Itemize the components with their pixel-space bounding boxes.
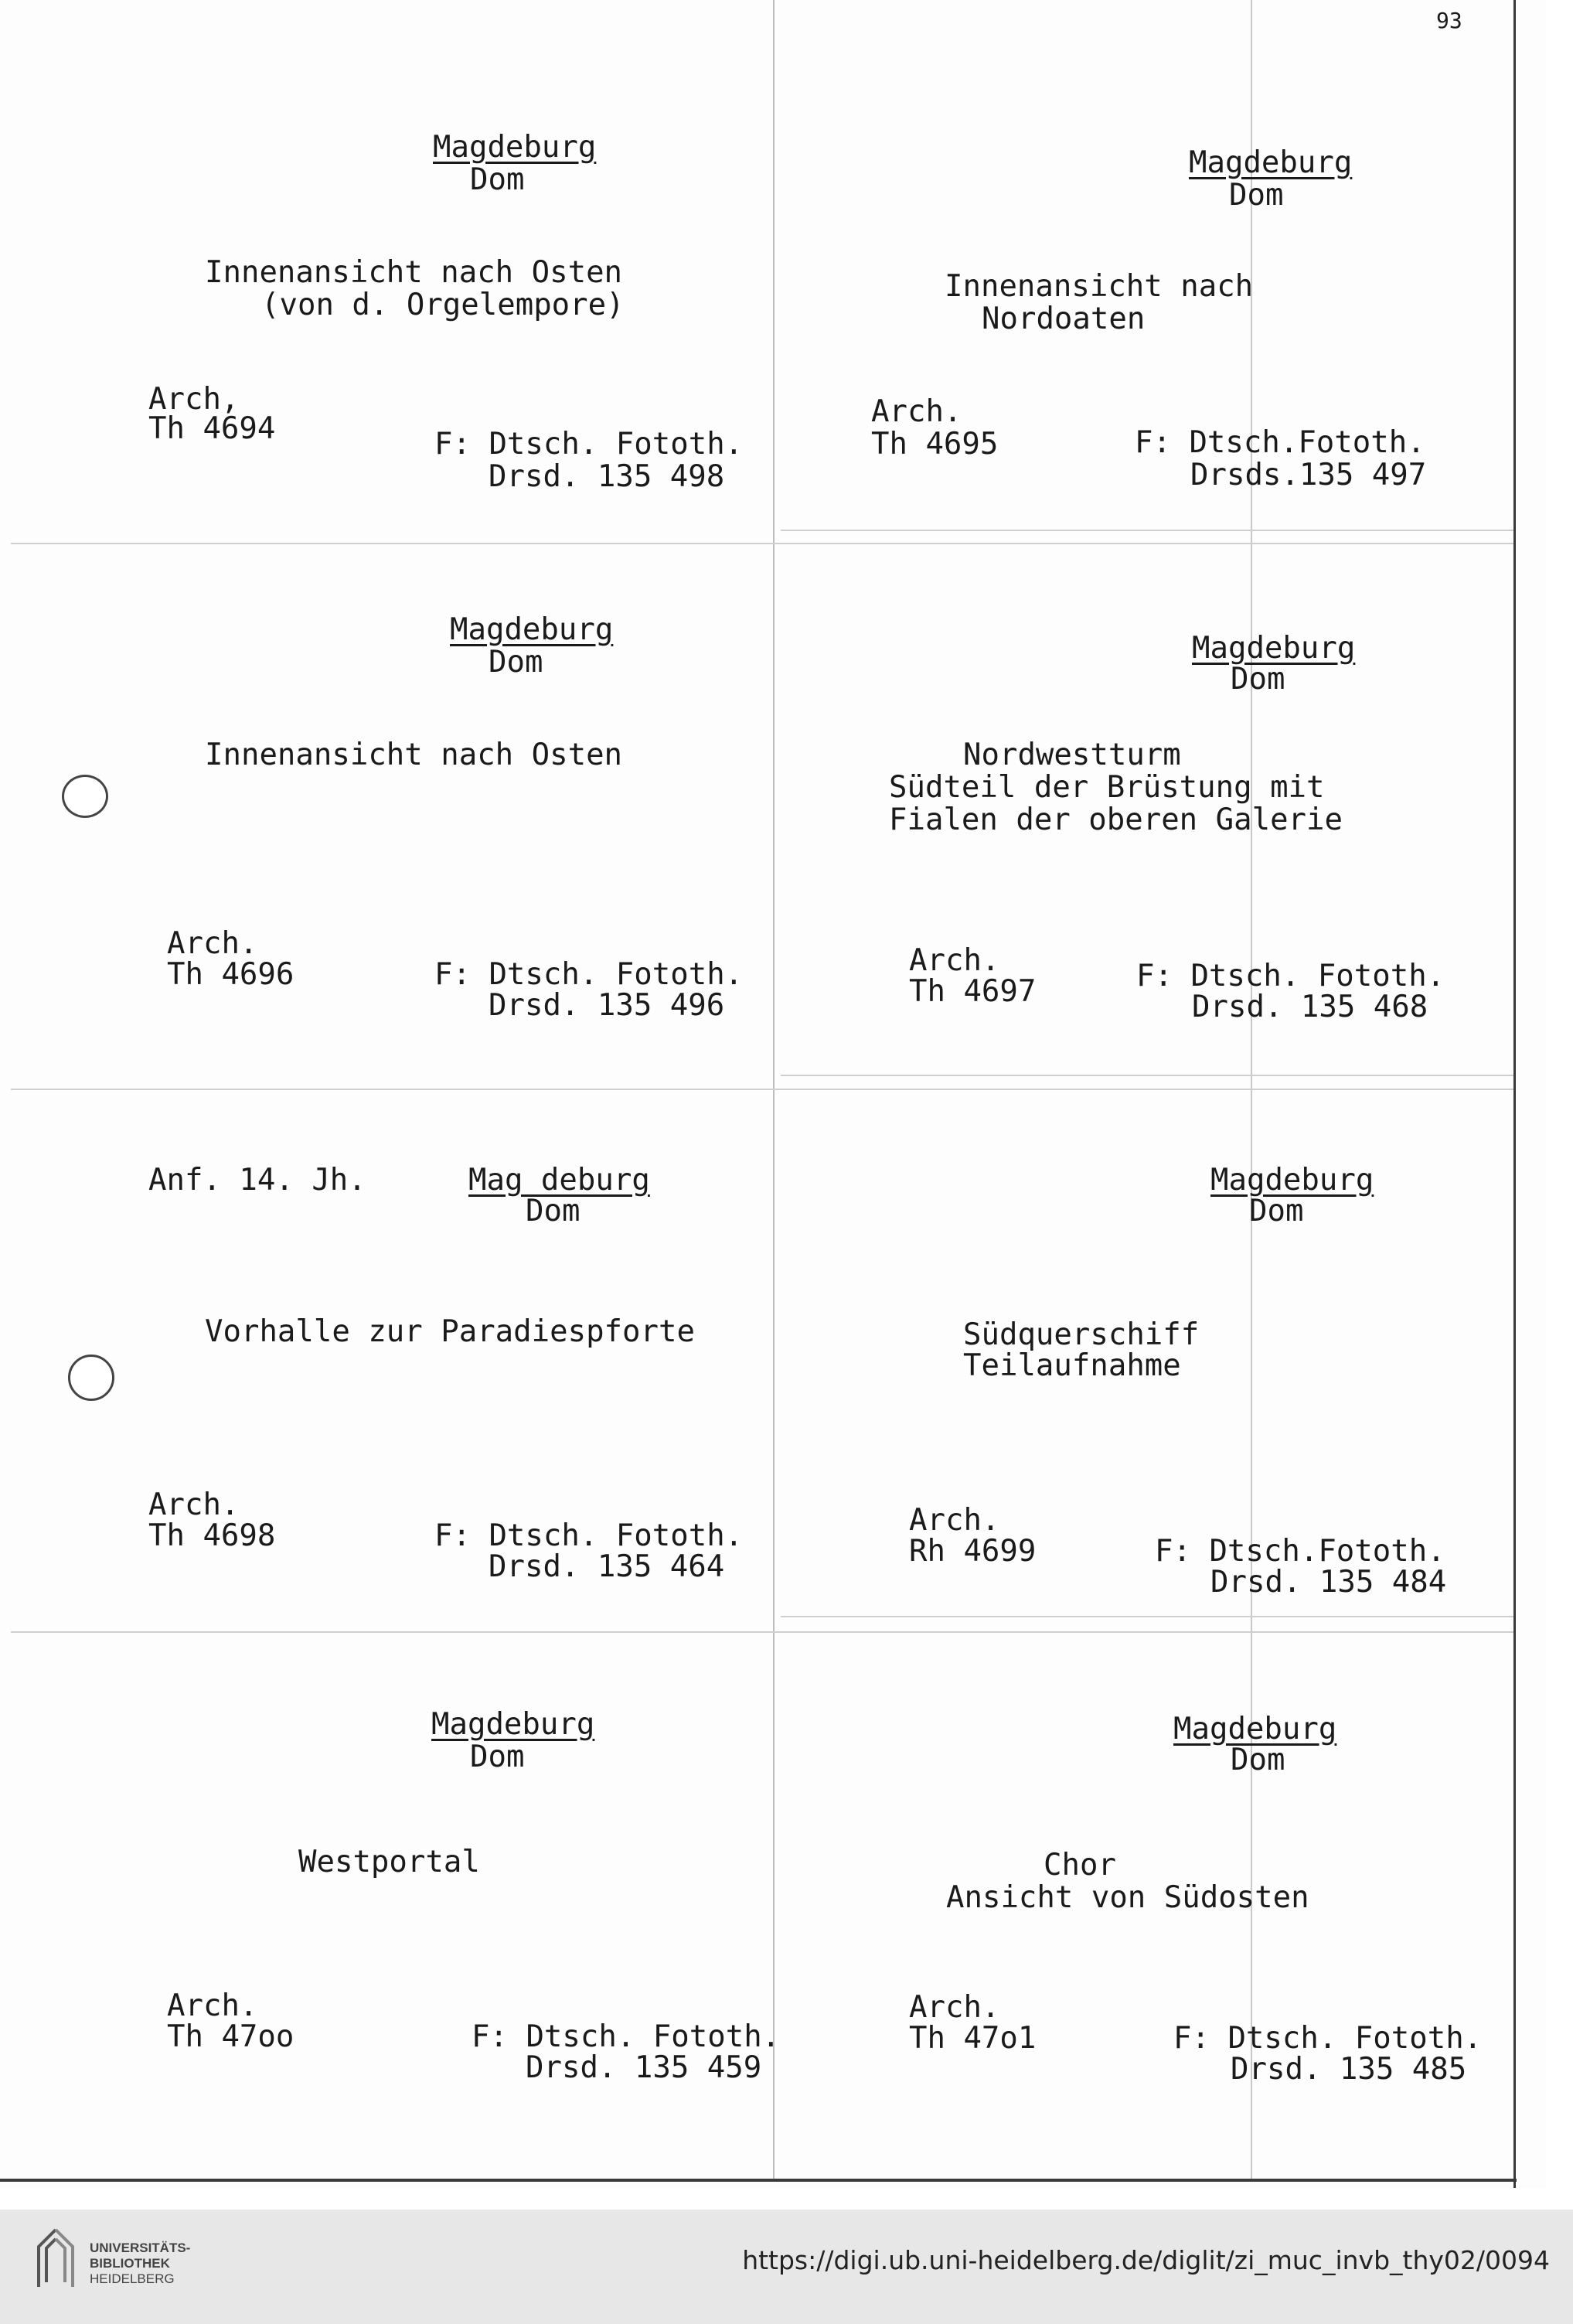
card-divider-horizontal — [781, 1616, 1513, 1617]
card-building: Dom — [489, 645, 543, 680]
viewer-footer — [0, 2210, 1573, 2324]
card-source-line: F: Dtsch. Fototh. — [434, 1518, 744, 1553]
card-archive-number: Th 4698 — [148, 1518, 276, 1553]
scan-edge — [0, 2179, 1517, 2182]
card-building: Dom — [470, 162, 525, 197]
card-source-line: Drsd. 135 498 — [489, 459, 725, 494]
card-archive-number: Th 4695 — [871, 427, 999, 462]
page-number: 93 — [1436, 8, 1462, 33]
card-source-line: Drsds.135 497 — [1190, 458, 1427, 492]
scan-edge — [1513, 0, 1516, 2188]
card-archive-number: Th 4696 — [167, 957, 295, 992]
card-archive-number: Th 47o1 — [909, 2021, 1037, 2056]
card-source-line: F: Dtsch. Fototh. — [434, 427, 744, 462]
card-source-line: Drsd. 135 496 — [489, 988, 725, 1023]
punch-hole — [68, 1355, 114, 1401]
punch-hole — [62, 775, 108, 818]
card-source-line: F: Dtsch. Fototh. — [472, 2019, 781, 2054]
card-source-line: Drsd. 135 484 — [1210, 1565, 1447, 1600]
card-archive-label: Arch. — [909, 943, 1000, 978]
card-source-line: F: Dtsch.Fototh. — [1155, 1534, 1445, 1569]
card-divider-horizontal — [11, 543, 1513, 544]
card-subject-line: (von d. Orgelempore) — [261, 288, 625, 322]
card-source-line: Drsd. 135 468 — [1192, 990, 1428, 1024]
library-name-line: BIBLIOTHEK — [90, 2256, 170, 2271]
permalink-url[interactable]: https://digi.ub.uni-heidelberg.de/diglit/zi_muc_invb_thy02/0094 — [742, 2245, 1550, 2275]
card-archive-label: Arch. — [871, 394, 962, 429]
card-city: Magdeburg — [431, 1707, 595, 1742]
card-archive-number: Rh 4699 — [909, 1534, 1037, 1569]
card-city: Magdeburg — [1210, 1163, 1374, 1198]
card-subject-line: Nordoaten — [982, 302, 1146, 336]
card-building: Dom — [470, 1740, 525, 1774]
card-building: Dom — [1231, 1743, 1285, 1777]
card-subject-line: Innenansicht nach — [945, 269, 1254, 304]
card-city: Magdeburg — [433, 130, 597, 165]
card-city: Mag deburg — [468, 1163, 650, 1198]
card-archive-number: Th 4694 — [148, 411, 276, 446]
card-date: Anf. 14. Jh. — [148, 1163, 366, 1198]
card-subject-line: Westportal — [298, 1845, 480, 1879]
card-divider-horizontal — [781, 530, 1513, 531]
library-name-line: UNIVERSITÄTS- — [90, 2241, 191, 2255]
card-city: Magdeburg — [1189, 145, 1353, 180]
library-name — [90, 2241, 190, 2287]
card-source-line: F: Dtsch. Fototh. — [1136, 959, 1445, 993]
card-archive-label: Arch, — [148, 382, 240, 417]
card-building: Dom — [1231, 662, 1285, 697]
card-subject-line: Innenansicht nach Osten — [205, 738, 623, 772]
card-source-line: Drsd. 135 485 — [1231, 2052, 1467, 2087]
card-subject-line: Ansicht von Südosten — [946, 1880, 1309, 1915]
card-building: Dom — [1229, 178, 1284, 213]
card-subject-line: Nordwestturm — [963, 738, 1181, 772]
card-source-line: F: Dtsch. Fototh. — [1173, 2021, 1483, 2056]
library-name-line: HEIDELBERG — [90, 2271, 175, 2286]
card-city: Magdeburg — [450, 612, 614, 647]
card-subject-line: Chor — [1044, 1848, 1116, 1883]
card-source-line: Drsd. 135 464 — [489, 1549, 725, 1584]
card-city: Magdeburg — [1173, 1712, 1337, 1746]
card-subject-line: Südquerschiff — [963, 1317, 1200, 1352]
card-subject-line: Teilaufnahme — [963, 1348, 1181, 1383]
card-archive-label: Arch. — [148, 1487, 240, 1522]
card-city: Magdeburg — [1192, 631, 1356, 666]
card-archive-number: Th 47oo — [167, 2019, 295, 2054]
card-source-line: Drsd. 135 459 — [526, 2050, 762, 2085]
card-building: Dom — [526, 1194, 581, 1228]
card-archive-label: Arch. — [909, 1503, 1000, 1538]
card-archive-label: Arch. — [909, 1990, 1000, 2025]
card-divider-horizontal — [11, 1089, 1513, 1090]
card-building: Dom — [1249, 1194, 1304, 1228]
card-archive-label: Arch. — [167, 926, 258, 961]
library-logo-icon — [32, 2227, 79, 2290]
card-divider-horizontal — [11, 1631, 1513, 1633]
card-subject-line: Südteil der Brüstung mit — [889, 770, 1325, 805]
card-archive-number: Th 4697 — [909, 974, 1037, 1009]
card-subject-line: Fialen der oberen Galerie — [889, 802, 1343, 837]
card-source-line: F: Dtsch. Fototh. — [434, 957, 744, 992]
card-divider-horizontal — [781, 1075, 1513, 1076]
card-archive-label: Arch. — [167, 1988, 258, 2023]
card-source-line: F: Dtsch.Fototh. — [1135, 425, 1425, 460]
card-subject-line: Innenansicht nach Osten — [205, 255, 623, 290]
card-subject-line: Vorhalle zur Paradiespforte — [205, 1314, 695, 1349]
